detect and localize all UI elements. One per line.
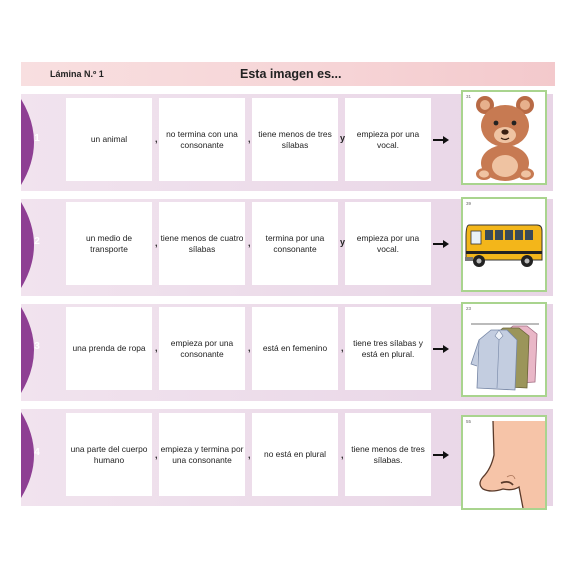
- arrow-right-icon: [433, 345, 449, 353]
- connector: ,: [248, 450, 251, 460]
- arrow-right-icon: [433, 451, 449, 459]
- connector: ,: [155, 238, 158, 248]
- connector: ,: [248, 134, 251, 144]
- picture-number: 31: [466, 94, 472, 99]
- row-number: 3: [34, 341, 40, 352]
- clue-card: tiene menos de tres sílabas.: [345, 413, 431, 496]
- row-number: 4: [34, 447, 40, 458]
- picture-frame: [461, 197, 547, 292]
- school-bus-icon: [463, 199, 545, 290]
- sheet-label: Lámina N.º 1: [50, 69, 104, 79]
- clue-card: tiene menos de cuatro sílabas: [159, 202, 245, 285]
- connector: ,: [248, 238, 251, 248]
- shirts-on-hangers-icon: [463, 304, 545, 395]
- sheet-title: Esta imagen es...: [240, 67, 342, 81]
- clue-card: empieza y termina por una consonante: [159, 413, 245, 496]
- connector: ,: [341, 343, 344, 353]
- clue-card: una prenda de ropa: [66, 307, 152, 390]
- clue-card: empieza por una vocal.: [345, 202, 431, 285]
- row-number: 2: [34, 236, 40, 247]
- clue-card: un medio de transporte: [66, 202, 152, 285]
- arrow-right-icon: [433, 240, 449, 248]
- connector: y: [340, 133, 346, 143]
- picture-frame: [461, 90, 547, 185]
- clue-card: no está en plural: [252, 413, 338, 496]
- clue-card: tiene tres sílabas y está en plural.: [345, 307, 431, 390]
- clue-card: no termina con una consonante: [159, 98, 245, 181]
- connector: ,: [155, 450, 158, 460]
- nose-icon: [463, 417, 545, 508]
- clue-card: empieza por una consonante: [159, 307, 245, 390]
- clue-card: una parte del cuerpo humano: [66, 413, 152, 496]
- teddy-bear-icon: [463, 92, 545, 183]
- picture-number: 23: [466, 306, 472, 311]
- row-number: 1: [34, 133, 40, 144]
- connector: ,: [155, 343, 158, 353]
- picture-frame: [461, 302, 547, 397]
- connector: ,: [341, 450, 344, 460]
- clue-card: tiene menos de tres sílabas: [252, 98, 338, 181]
- picture-frame: [461, 415, 547, 510]
- clue-card: termina por una consonante: [252, 202, 338, 285]
- clue-card: un animal: [66, 98, 152, 181]
- arrow-right-icon: [433, 136, 449, 144]
- clue-card: empieza por una vocal.: [345, 98, 431, 181]
- connector: y: [340, 237, 346, 247]
- connector: ,: [248, 343, 251, 353]
- picture-number: 39: [466, 201, 472, 206]
- picture-number: 55: [466, 419, 472, 424]
- clue-card: está en femenino: [252, 307, 338, 390]
- connector: ,: [155, 134, 158, 144]
